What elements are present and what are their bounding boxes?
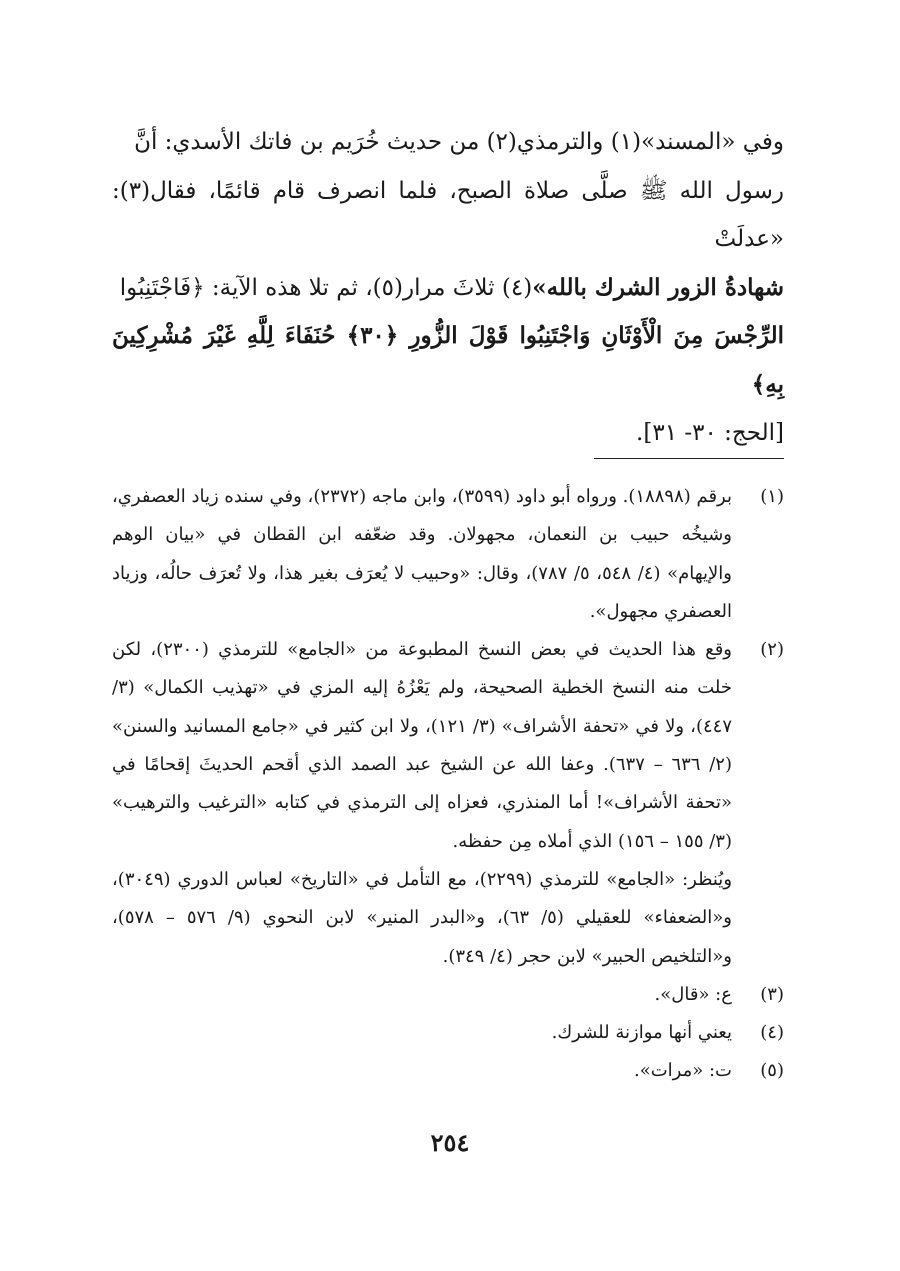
footnote-text: وقع هذا الحديث في بعض النسخ المطبوعة من «الجامع» للترمذي (٢٣٠٠)، لكن خلت منه النسخ الخطية الصحيحة، ولم يَعْزُهُ إليه المزي في «تهذيب الكمال» (٣/ ٤٤٧)، ولا في «تحفة الأشراف» (٣/ ١٢١)، ولا ابن كثير في «جامع المسانيد والسنن» (٢/ ٦٣٦ – ٦٣٧). وعفا الله عن الشيخ عبد الصمد الذي أقحم الحديثَ إقحامًا في «تحفة الأشراف»! أما المنذري، فعزاه إلى الترمذي في كتابه «الترغيب والترهيب» (٣/ ١٥٥ – ١٥٦) الذي أملاه مِن حفظه. bbox=[112, 639, 733, 852]
footnote-number: (٣) bbox=[760, 983, 784, 1005]
footnotes bbox=[112, 478, 784, 1091]
footnote-text: يعني أنها موازنة للشرك. bbox=[551, 1022, 732, 1044]
quran-verse: الرِّجْسَ مِنَ الْأَوْثَانِ وَاجْتَنِبُوا قَوْلَ الزُّورِ ﴿٣٠﴾ حُنَفَاءَ لِلَّهِ غَيْرَ مُشْرِكِينَ بِهِ﴾ bbox=[112, 322, 784, 398]
verse-reference: [الحج: ٣٠- ٣١]. bbox=[636, 420, 784, 446]
main-line-1: وفي «المسند»(١) والترمذي(٢) من حديث خُرَيم بن فاتك الأسدي: أنَّ bbox=[134, 129, 784, 155]
footnote-number: (٢) bbox=[760, 639, 784, 661]
footnote-text: ويُنظر: «الجامع» للترمذي (٢٢٩٩)، مع التأمل في «التاريخ» لعباس الدوري (٣٠٤٩)، و«الضعفاء» للعقيلي (٥/ ٦٣)، و«البدر المنير» لابن النحوي (٩/ ٥٧٦ – ٥٧٨)، و«التلخيص الحبير» لابن حجر (٤/ ٣٤٩). bbox=[112, 868, 733, 967]
footnote-text: ع: «قال». bbox=[654, 983, 732, 1005]
footnote-number: (١) bbox=[760, 486, 784, 507]
footnote-number: (٥) bbox=[760, 1060, 784, 1082]
main-line-3 bbox=[112, 264, 784, 313]
footnote-3 bbox=[112, 976, 784, 1014]
footnote-2 bbox=[112, 631, 784, 976]
footnote-divider bbox=[594, 458, 784, 459]
footnote-1 bbox=[112, 478, 784, 631]
main-text bbox=[112, 118, 784, 458]
footnote-text: برقم (١٨٨٩٨). ورواه أبو داود (٣٥٩٩)، وابن ماجه (٢٣٧٢)، وفي سنده زياد العصفري، وشيخُه حبيب بن النعمان، مجهولان. وقد ضعّفه ابن القطان في «بيان الوهم والإيهام» (٤/ ٥٤٨، ٥/ ٧٨٧)، وقال: «وحبيب لا يُعرَف بغير هذا، ولا تُعرَف حالُه، وزياد العصفري مجهول». bbox=[112, 486, 733, 622]
main-line-3-rest: (٤) ثلاثَ مرار(٥)، ثم تلا هذه الآية: ﴿فَاجْتَنِبُوا bbox=[119, 274, 533, 301]
footnote-number: (٤) bbox=[760, 1022, 784, 1044]
footnote-5 bbox=[112, 1052, 784, 1090]
page-number: ٢٥٤ bbox=[430, 1128, 470, 1157]
footnote-4 bbox=[112, 1014, 784, 1052]
page-body bbox=[112, 118, 784, 1082]
footnote-text: ت: «مرات». bbox=[634, 1060, 732, 1082]
hadith-text: شهادةُ الزور الشرك بالله» bbox=[532, 273, 784, 301]
main-line-2: رسول الله ﷺ صلَّى صلاة الصبح، فلما انصرف قام قائمًا، فقال(٣): «عدلَتْ bbox=[112, 177, 784, 252]
